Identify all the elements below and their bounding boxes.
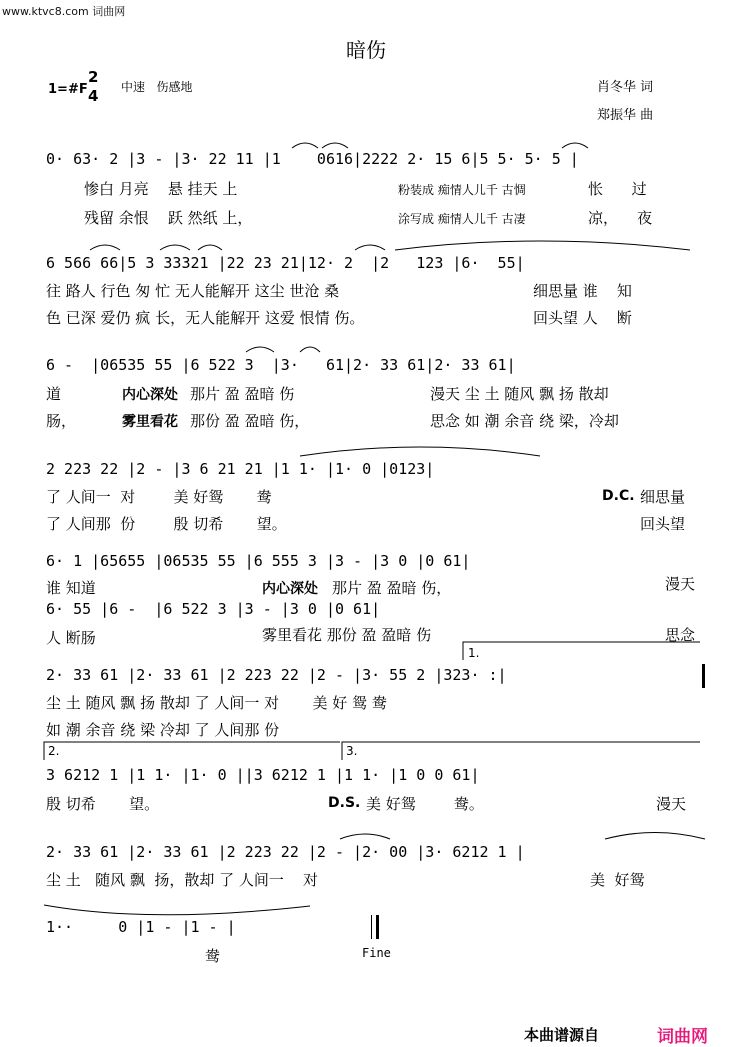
lyrics-2-verse-2-end: 回头望 人 断 (533, 309, 632, 327)
slur-mark (300, 447, 540, 456)
lyrics-1-verse-2-small: 涂写成 痴情人儿千 古凄 (398, 212, 526, 226)
lyrics-6-verse-1: 尘 土 随风 飘 扬 散却 了 人间一 对 美 好 鸳 鸯 (46, 694, 387, 712)
lyrics-7-verse-1: 殷 切希 望。 (46, 795, 160, 813)
lyrics-2-verse-2: 色 已深 爱仍 疯 长，无人能解开 这爱 恨情 伤。 (46, 309, 365, 327)
footer-site-logo: 词曲网 (657, 1027, 708, 1047)
final-barline (376, 915, 379, 939)
ds-marking: D.S. (328, 795, 361, 811)
slur-mark (395, 241, 690, 250)
lyrics-5-verse-1-mid: 那片 盈 盈暗 伤， (332, 579, 452, 597)
lyrics-3-verse-1: 那片 盈 盈暗 伤 (190, 385, 295, 403)
volta-3-label: 3. (346, 744, 358, 758)
slur-mark (198, 245, 222, 250)
lyrics-9-verse-1: 鸯 (205, 947, 221, 965)
slur-mark (605, 833, 705, 840)
lyrics-8-verse-1-end: 美 好鸳 (590, 871, 645, 889)
watermark: www.ktvc8.com 词曲网 (2, 5, 126, 18)
slur-mark (562, 143, 588, 148)
lyrics-5-verse-2-mid: 雾里看花 那份 盈 盈暗 伤 (262, 626, 432, 644)
lyrics-5-verse-2: 人 断肠 (46, 629, 96, 647)
lyrics-6-verse-2: 如 潮 余音 绕 梁 冷却 了 人间那 份 (46, 721, 280, 739)
slur-mark (355, 245, 385, 250)
lyrics-1-verse-1: 惨白 月亮 悬 挂天 上 (84, 180, 238, 198)
notes-line-5b: 6· 55 |6 - |6 522 3 |3 - |3 0 |0 61| (46, 600, 381, 618)
lyrics-3-verse-2-end: 思念 如 潮 余音 绕 梁，冷却 (430, 412, 619, 430)
slur-mark (44, 905, 310, 915)
lyricist-credit: 肖冬华 词 (597, 80, 654, 95)
notes-line-5: 6· 1 |65655 |06535 55 |6 555 3 |3 - |3 0 |0 61| (46, 552, 471, 570)
lyrics-1-verse-1-small: 粉装成 痴情人儿千 古惆 (398, 183, 526, 197)
lyrics-5-verse-1-end: 漫天 (665, 575, 696, 593)
notes-line-3: 6 - |06535 55 |6 522 3 |3· 61|2· 33 61|2· 33 61| (46, 356, 516, 374)
lyrics-5-verse-2-end: 思念 (665, 626, 696, 644)
notes-line-8: 2· 33 61 |2· 33 61 |2 223 22 |2 - |2· 00 |3· 6212 1 | (46, 843, 525, 861)
lyrics-7-verse-1-end: 漫天 (656, 795, 687, 813)
slur-mark (322, 143, 348, 148)
lyrics-4-verse-2: 了 人间那 份 殷 切希 望。 (46, 515, 287, 533)
song-title: 暗伤 (346, 38, 386, 62)
volta-1-label: 1. (468, 646, 480, 660)
lyrics-2-verse-1: 往 路人 行色 匆 忙 无人能解开 这尘 世沧 桑 (46, 282, 340, 300)
notes-line-6: 2· 33 61 |2· 33 61 |2 223 22 |2 - |3· 55 2 |323· :| (46, 666, 507, 684)
composer-credit: 郑振华 曲 (597, 108, 654, 123)
footer-source: 本曲谱源自 (524, 1026, 600, 1044)
time-signature-top: 2 (88, 68, 99, 86)
lyrics-1-verse-1-end: 怅 过 (588, 180, 647, 198)
key-signature: 1=#F (48, 82, 88, 97)
slur-mark (292, 143, 318, 148)
lyrics-3-verse-2-bold: 雾里看花 (122, 414, 178, 430)
slur-mark (246, 347, 274, 352)
notes-line-1: 0· 63· 2 |3 - |3· 22 11 |1 0616|2222 2· 15 6|5 5· 5· 5 | (46, 150, 579, 168)
lyrics-7-verse-1-mid: 美 好鸳 鸯。 (366, 795, 484, 813)
notes-line-9: 1·· 0 |1 - |1 - | (46, 918, 236, 936)
volta-bracket (44, 742, 340, 760)
lyrics-5-verse-1-bold: 内心深处 (262, 581, 318, 597)
lyrics-4-verse-1: 了 人间一 对 美 好鸳 鸯 (46, 488, 272, 506)
lyrics-4-verse-2-end: 回头望 (640, 515, 686, 533)
slur-mark (160, 245, 190, 250)
tempo-marking: 中速 伤感地 (121, 80, 193, 94)
lyrics-5-verse-1: 谁 知道 (46, 579, 96, 597)
time-signature-bottom: 4 (88, 87, 99, 105)
notes-line-2: 6 566 66|5 3 33321 |22 23 21|12· 2 |2 123 |6· 55| (46, 254, 525, 272)
notes-line-7: 3 6212 1 |1 1· |1· 0 ||3 6212 1 |1 1· |1 0 0 61| (46, 766, 480, 784)
lyrics-3-verse-1-end: 漫天 尘 土 随风 飘 扬 散却 (430, 385, 609, 403)
lyrics-3-verse-1-a: 道 (46, 385, 62, 403)
lyrics-1-verse-2-end: 凉， 夜 (588, 209, 653, 227)
final-barline-thin (371, 915, 372, 939)
lyrics-4-verse-1-end: 细思量 (640, 488, 686, 506)
slur-mark (340, 834, 390, 839)
fine-marking: Fine (362, 946, 391, 960)
volta-bracket (342, 742, 700, 760)
lyrics-3-verse-1-bold: 内心深处 (122, 387, 178, 403)
lyrics-2-verse-1-end: 细思量 谁 知 (533, 282, 632, 300)
volta-2-label: 2. (48, 744, 60, 758)
lyrics-3-verse-2: 那份 盈 盈暗 伤， (190, 412, 310, 430)
lyrics-1-verse-2: 残留 余恨 跃 然纸 上， (84, 209, 253, 227)
slur-mark (90, 245, 120, 250)
slur-mark (300, 347, 320, 352)
volta-bracket (463, 642, 700, 660)
lyrics-3-verse-2-a: 肠， (46, 412, 77, 430)
notes-line-4: 2 223 22 |2 - |3 6 21 21 |1 1· |1· 0 |0123| (46, 460, 435, 478)
lyrics-8-verse-1: 尘 土 随风 飘 扬，散却 了 人间一 对 (46, 871, 318, 889)
dc-marking: D.C. (602, 488, 635, 504)
repeat-barline (702, 664, 705, 688)
